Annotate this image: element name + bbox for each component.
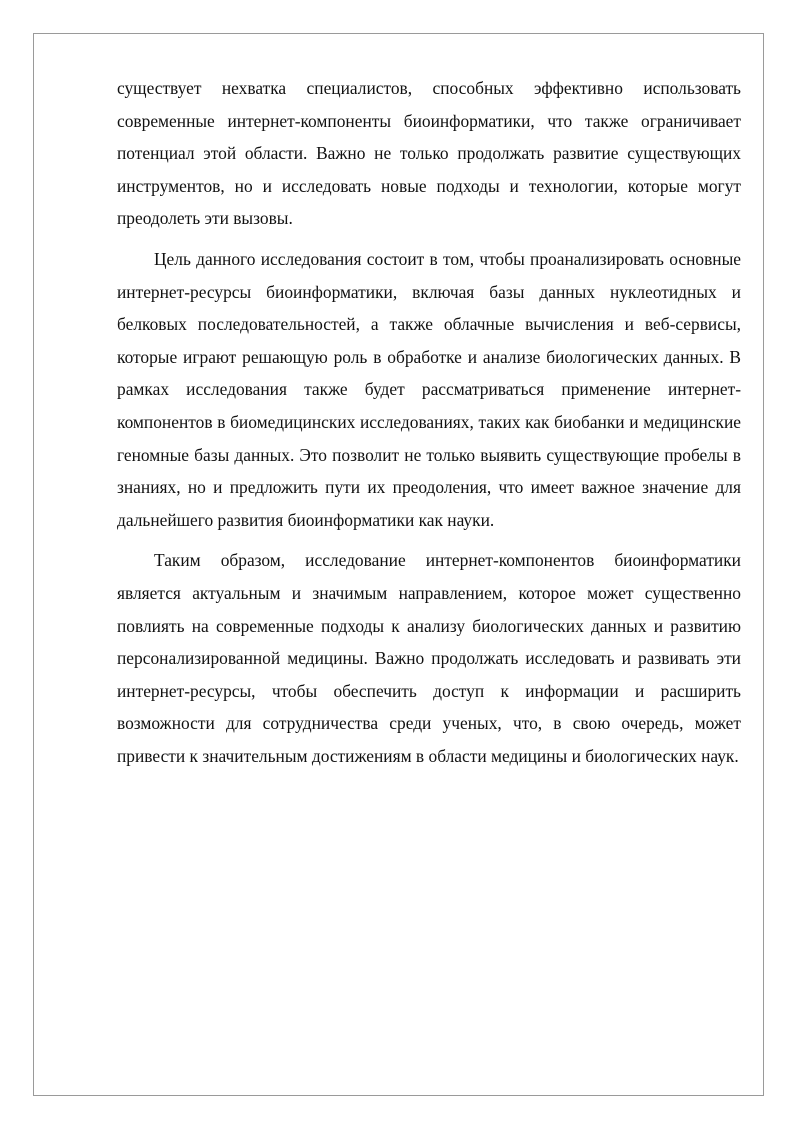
document-body [117,72,741,780]
paragraph-2: Цель данного исследования состоит в том, чтобы проанализировать основные интернет-ресурсы биоинформатики, включая базы данных нуклеотидных и белковых последовательностей, а также облачные вычисления и веб-сервисы, которые играют решающую роль в обработке и анализе биологических данных. В рамках исследования также будет рассматриваться применение интернет-компонентов в биомедицинских исследованиях, таких как биобанки и медицинские геномные базы данных. Это позволит не только выявить существующие пробелы в знаниях, но и предложить пути их преодоления, что имеет важное значение для дальнейшего развития биоинформатики как науки. [117,248,741,530]
paragraph-1: существует нехватка специалистов, способных эффективно использовать современные интернет-компоненты биоинформатики, что также ограничивает потенциал этой области. Важно не только продолжать развитие существующих инструментов, но и исследовать новые подходы и технологии, которые могут преодолеть эти вызовы. [117,78,741,229]
paragraph-3: Таким образом, исследование интернет-компонентов биоинформатики является актуальным и значимым направлением, которое может существенно повлиять на современные подходы к анализу биологических данных и развитию персонализированной медицины. Важно продолжать исследовать и развивать эти интернет-ресурсы, чтобы обеспечить доступ к информации и расширить возможности для сотрудничества среди ученых, что, в свою очередь, может привести к значительным достижениям в области медицины и биологических наук. [117,550,741,766]
